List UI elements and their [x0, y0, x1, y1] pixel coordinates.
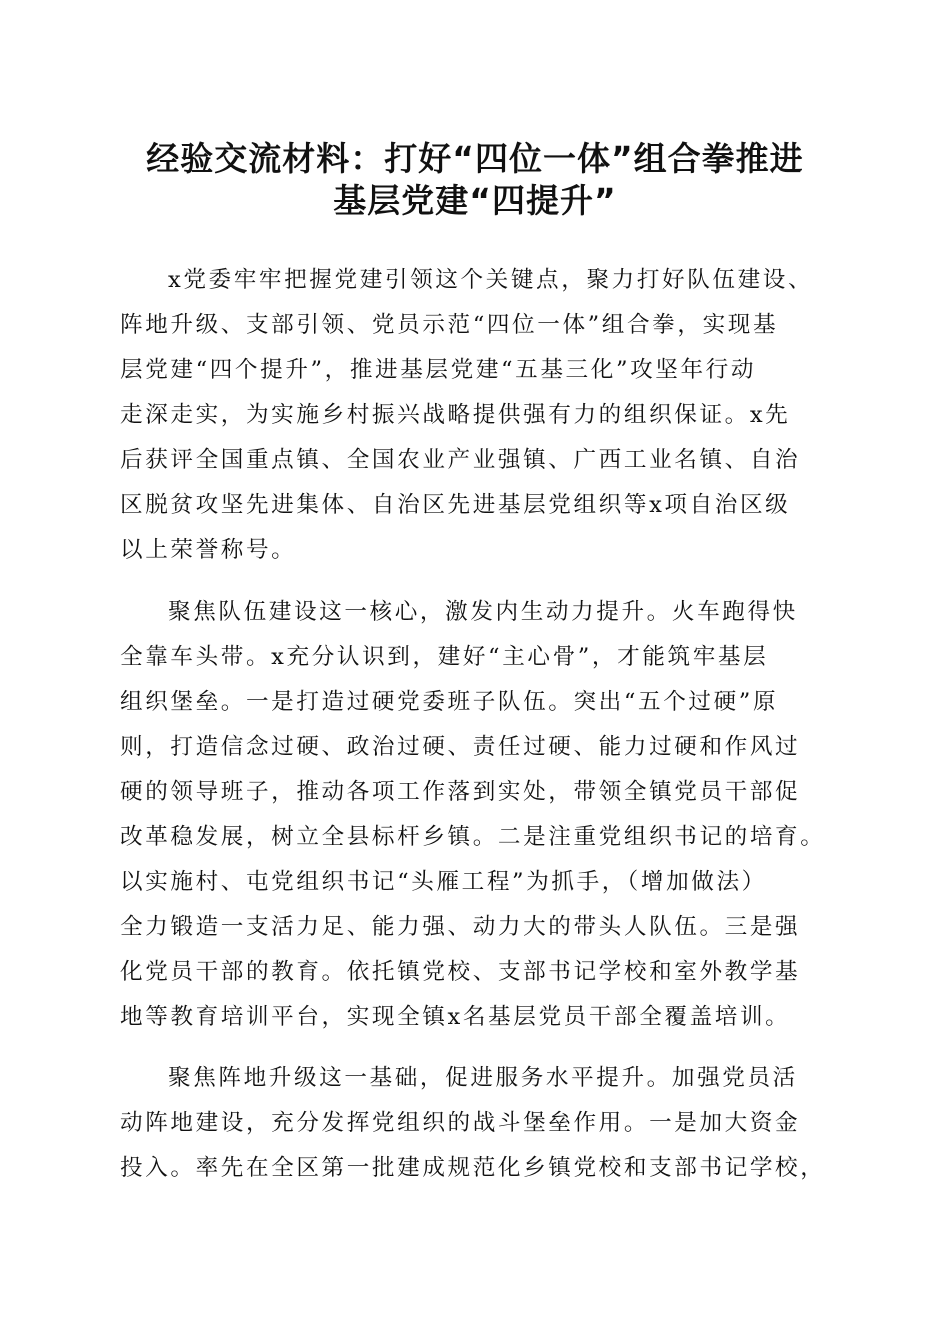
paragraph-line: 全力锻造一支活力足、能力强、动力大的带头人队伍。三是强	[120, 914, 801, 940]
paragraph-line: 组织堡垒。一是打造过硬党委班子队伍。突出“五个过硬”原	[120, 689, 779, 715]
paragraph-line: 层党建“四个提升”，推进基层党建“五基三化”攻坚年行动	[120, 357, 757, 383]
paragraph-line: 全靠车头带。x充分认识到，建好“主心骨”，才能筑牢基层	[120, 644, 769, 670]
document-title-line-1: 经验交流材料：打好“四位一体”组合拳推进	[146, 139, 804, 178]
paragraph-line: 聚焦队伍建设这一核心，激发内生动力提升。火车跑得快	[168, 599, 798, 625]
paragraph-line: x党委牢牢把握党建引领这个关键点，聚力打好队伍建设、	[168, 267, 814, 293]
paragraph-line: 硬的领导班子，推动各项工作落到实处，带领全镇党员干部促	[120, 779, 801, 805]
paragraph-line: 后获评全国重点镇、全国农业产业强镇、广西工业名镇、自治	[120, 447, 801, 473]
paragraph-line: 则，打造信念过硬、政治过硬、责任过硬、能力过硬和作风过	[120, 734, 801, 760]
paragraph-line: 区脱贫攻坚先进集体、自治区先进基层党组织等x项自治区级	[120, 492, 791, 518]
paragraph-line: 聚焦阵地升级这一基础，促进服务水平提升。加强党员活	[168, 1065, 798, 1091]
paragraph-2	[120, 590, 840, 1040]
paragraph-line: 走深走实，为实施乡村振兴战略提供强有力的组织保证。x先	[120, 402, 791, 428]
paragraph-line: 地等教育培训平台，实现全镇x名基层党员干部全覆盖培训。	[120, 1004, 791, 1030]
paragraph-line: 动阵地建设，充分发挥党组织的战斗堡垒作用。一是加大资金	[120, 1110, 801, 1136]
paragraph-line: 阵地升级、支部引领、党员示范“四位一体”组合拳，实现基	[120, 312, 779, 338]
paragraph-1	[120, 258, 840, 573]
paragraph-line: 化党员干部的教育。依托镇党校、支部书记学校和室外教学基	[120, 959, 801, 985]
paragraph-line: 改革稳发展，树立全县标杆乡镇。二是注重党组织书记的培育。	[120, 824, 826, 850]
paragraph-line: 以实施村、屯党组织书记“头雁工程”为抓手，（增加做法）	[120, 869, 767, 895]
paragraph-line: 投入。率先在全区第一批建成规范化乡镇党校和支部书记学校，	[120, 1155, 826, 1181]
document-title-line-2: 基层党建“四提升”	[333, 181, 617, 220]
paragraph-line: 以上荣誉称号。	[120, 537, 297, 563]
paragraph-3	[120, 1056, 840, 1191]
